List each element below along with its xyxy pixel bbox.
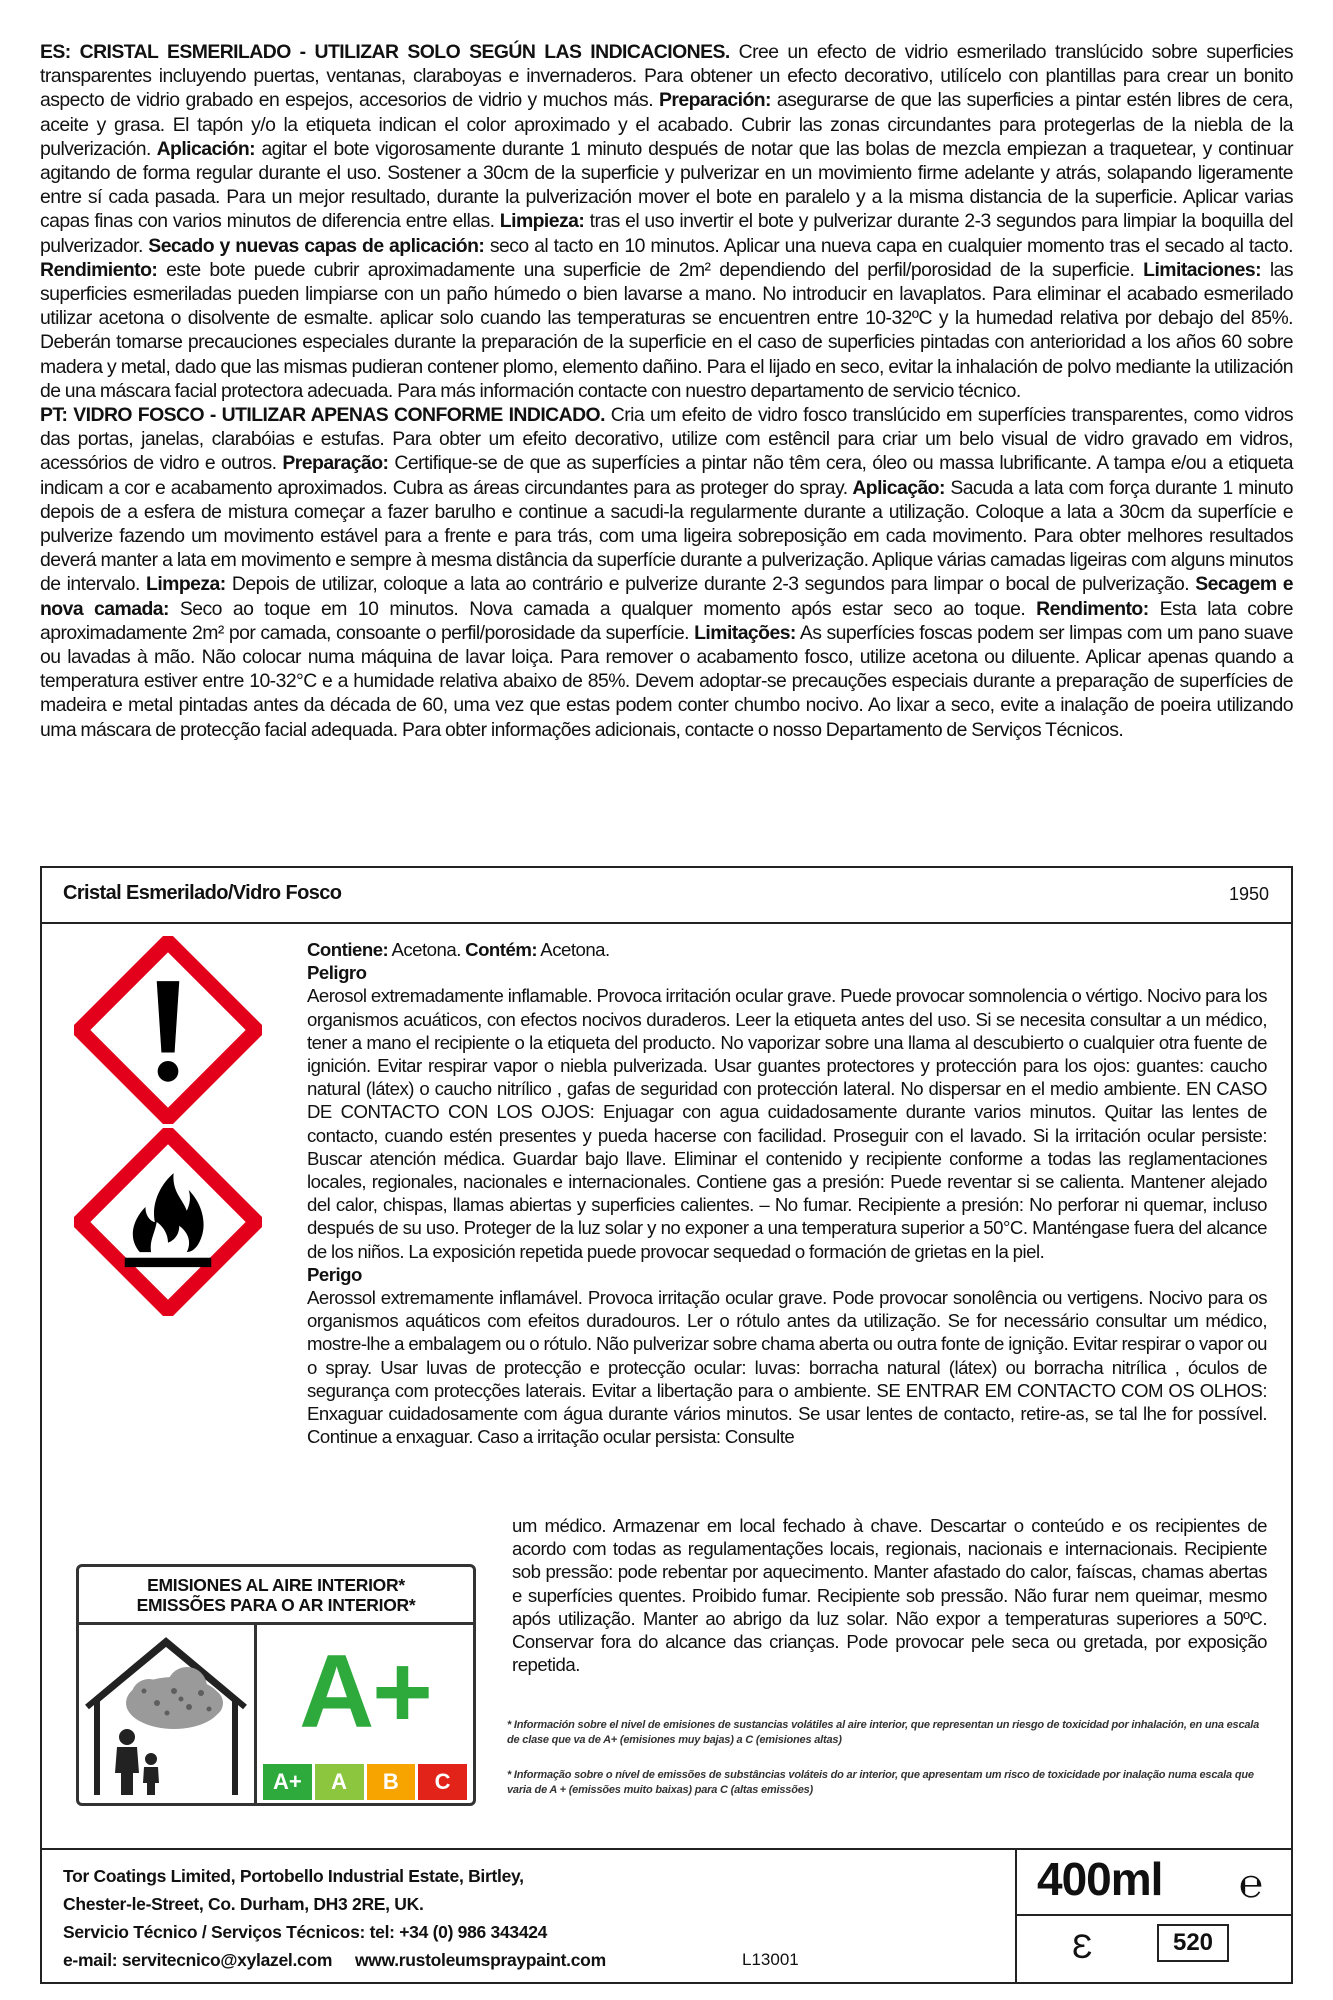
service-phone: Servicio Técnico / Serviços Técnicos: tel: +34 (0) 986 343424 [63,1922,548,1942]
emissions-badge [76,1564,476,1806]
signal-word-es: Peligro [307,962,367,984]
scale-a: A [315,1764,364,1800]
volume-box [1015,1850,1291,1982]
batch-number: 520 [1157,1924,1229,1962]
panel-header [42,868,1291,924]
product-name: Cristal Esmerilado/Vidro Fosco [63,882,342,904]
hazard-text-pt-continued: um médico. Armazenar em local fechado à chave. Descartar o conteúdo e os recipientes de acordo com todas as regulamentações locais, regionais, nacionais e internacionais. Recipiente sob pressão: pode rebentar por aquecimento. Manter afastado do calor, faíscas, chamas abertas e superfícies quentes. Proibido fumar. Recipiente sob pressão. Não furar nem queimar, mesmo após utilização. Manter ao abrigo da luz solar. Não expor a temperaturas superiores a 50ºC. Conservar fora do alcance das crianças. Pode provocar pele seca ou gretada, por exposição repetida. [512,1515,1267,1676]
emissions-note-pt: * Informação sobre o nível de emissões de substâncias voláteis do ar interior, que apresentam um risco de toxicidade por inalação numa escala que varia de A + (emissões muito baixas) para C (altas emissões) [507,1769,1254,1796]
service-email: e-mail: servitecnico@xylazel.com [63,1950,333,1970]
pt-title: PT: VIDRO FOSCO - UTILIZAR APENAS CONFORME INDICADO. [40,404,605,427]
hazard-text-es: Aerosol extremadamente inflamable. Provoca irritación ocular grave. Puede provocar somnolencia o vértigo. Nocivo para los organismos acuáticos, con efectos nocivos duraderos. Leer la etiqueta antes del uso. Si se necesita consultar a un médico, tener a mano el recipiente o la etiqueta del producto. No vaporizar sobre una llama al descubierto o cualquier otra fuente de ignición. Evitar respirar vapor o niebla pulverizada. Usar guantes protectores y protección para los ojos: guantes: caucho natural (látex) o caucho nitrílico , gafas de seguridad con protección lateral. No dispersar en el medio ambiente. EN CASO DE CONTACTO CON LOS OJOS: Enjuagar con agua cuidadosamente durante varios minutos. Quitar las lentes de contacto, cuando estén presentes y pueda hacerse con facilidad. Proseguir con el lavado. Si la irritación ocular persiste: Buscar atención médica. Guardar bajo llave. Eliminar el contenido y recipiente conforme a todas las reglamentaciones locales, regionales, nacionales e internacionales. Contiene gas a presión: Puede reventar si se calienta. Mantener alejado del calor, chispas, llamas abiertas y superficies calientes. – No fumar. Recipiente a presión: No perforar ni quemar, incluso después de su uso. Proteger de la luz solar y no exponer a una temperatura superior a 50°C. Manténgase fuera del alcance de los niños. La exposición repetida puede provocar sequedad o formación de grietas en la piel. [307,985,1267,1262]
family-icon [115,1729,159,1795]
scale-b: B [367,1764,416,1800]
emissions-grade-value: A+ [299,1634,431,1750]
safety-panel [40,866,1293,1984]
house-icon [79,1625,257,1806]
volume: 400ml [1037,1853,1163,1905]
lot-number: L13001 [742,1950,799,1969]
manufacturer-address: Tor Coatings Limited, Portobello Industrial Estate, Birtley, Chester-le-Street, Co. Durham, DH3 2RE, UK. Servicio Técnico / Serviços Técnicos: tel: +34 (0) 986 343424 e-mail: servitecnico@xylazel.com www.rustoleumspraypaint.com [63,1866,606,1970]
signal-word-pt: Perigo [307,1263,362,1285]
hazard-text-pt: Aerossol extremamente inflamável. Provoca irritação ocular grave. Pode provocar sonolência ou vertigens. Nocivo para os organismos aquáticos com efeitos duradouros. Ler o rótulo antes da utilização. Se for necessário consultar um médico, mostre-lhe a embalagem ou o rótulo. Não pulverizar sobre chama aberta ou outra fonte de ignição. Evitar respirar o vapor ou o spray. Usar luvas de protecção e protecção ocular: luvas: borracha natural (látex) ou borracha nitrílica , óculos de segurança com protecções laterais. Evitar a libertação para o ambiente. SE ENTRAR EM CONTACTO COM OS OLHOS: Enxaguar cuidadosamente com água durante vários minutos. Se usar lentes de contacto, retire-as, se tal lhe for possível. Continue a enxaguar. Caso a irritação ocular persista: Consulte [307,1287,1267,1448]
emissions-scale [263,1764,467,1800]
footer [42,1848,1291,1982]
flame-icon [74,1128,262,1316]
website-link: www.rustoleumspraypaint.com [354,1950,606,1970]
reversed-epsilon-icon: Ɛ [1072,1928,1093,1966]
hazard-text: Contiene: Acetona. Contém: Acetona. Peligro Aerosol extremadamente inflamable. Provoca irritación ocular grave. Puede provocar somnolencia o vértigo. Nocivo para los organismos acuáticos, con efectos nocivos duraderos. Leer la etiqueta antes del uso. Si se necesita consultar a un médico, tener a mano el recipiente o la etiqueta del producto. No vaporizar sobre una llama al descubierto o cualquier otra fuente de ignición. Evitar respirar vapor o niebla pulverizada. Usar guantes protectores y protección para los ojos: guantes: caucho natural (látex) o caucho nitrílico , gafas de seguridad con protección lateral. No dispersar en el medio ambiente. EN CASO DE CONTACTO CON LOS OJOS: Enjuagar con agua cuidadosamente durante varios minutos. Quitar las lentes de contacto, cuando estén presentes y pueda hacerse con facilidad. Proseguir con el lavado. Si la irritación ocular persiste: Buscar atención médica. Guardar bajo llave. Eliminar el contenido y recipiente conforme a todas las reglamentaciones locales, regionales, nacionales e internacionales. Contiene gas a presión: Puede reventar si se calienta. Mantener alejado del calor, chispas, llamas abiertas y superficies calientes. – No fumar. Recipiente a presión: No perforar ni quemar, incluso después de su uso. Proteger de la luz solar y no exponer a una temperatura superior a 50°C. Manténgase fuera del alcance de los niños. La exposición repetida puede provocar sequedad o formación de grietas en la piel. Perigo Aerossol extremamente inflamável. Provoca irritação ocular grave. Pode provocar sonolência ou vertigens. Nocivo para os organismos aquáticos com efeitos duradouros. Ler o rótulo antes da utilização. Se for necessário consultar um médico, mostre-lhe a embalagem ou o rótulo. Não pulverizar sobre chama aberta ou outra fonte de ignição. Evitar respirar o vapor ou o spray. Usar luvas de protecção e protecção ocular: luvas: borracha natural (látex) ou borracha nitrílica , óculos de segurança com protecções laterais. Evitar a libertação para o ambiente. SE ENTRAR EM CONTACTO COM OS OLHOS: Enxaguar cuidadosamente com água durante vários minutos. Se usar lentes de contacto, retire-as, se tal lhe for possível. Continue a enxaguar. Caso a irritação ocular persista: Consulte [307,939,1267,1448]
es-title: ES: CRISTAL ESMERILADO - UTILIZAR SOLO SEGÚN LAS INDICACIONES. [40,41,730,63]
exclamation-mark-icon [74,936,262,1124]
emissions-note-es: * Información sobre el nivel de emisiones de sustancias volátiles al aire interior, que representan un riesgo de toxicidad por inhalación, en una escala de clase que va de A+ (emisiones muy bajas) a C (emisiones altas) [507,1719,1260,1746]
scale-c: C [418,1764,467,1800]
emissions-grade [257,1625,473,1806]
product-code: 1950 [1228,884,1269,904]
scale-a-plus: A+ [263,1764,312,1800]
instructions-text: ES: CRISTAL ESMERILADO - UTILIZAR SOLO SEGÚN LAS INDICACIONES. Cree un efecto de vidrio esmerilado translúcido sobre superficies transparentes incluyendo puertas, ventanas, claraboyas e invernaderos. Para obtener un efecto decorativo, utilícelo con plantillas para crear un bonito aspecto de vidrio grabado en espejos, accesorios de vidrio y muchos más. Preparación: asegurarse de que las superficies a pintar estén libres de cera, aceite y grasa. El tapón y/o la etiqueta indican el color aproximado y el acabado. Cubrir las zonas circundantes para protegerlas de la niebla de la pulverización. Aplicación: agitar el bote vigorosamente durante 1 minuto después de notar que las bolas de mezcla empiezan a traquetear, y continuar agitando de forma regular durante el uso. Sostener a 30cm de la superficie y pulverizar en un movimiento firme adelante y atrás, solapando ligeramente entre sí cada pasada. Para un mejor resultado, durante la pulverización mover el bote en paralelo y a la misma distancia de la superficie. Aplicar varias capas finas con varios minutos de diferencia entre ellas. Limpieza: tras el uso invertir el bote y pulverizar durante 2-3 segundos para limpiar la boquilla del pulverizador. Secado y nuevas capas de aplicación: seco al tacto en 10 minutos. Aplicar una nueva capa en cualquier momento tras el secado al tacto. Rendimiento: este bote puede cubrir aproximadamente una superficie de 2m² dependiendo del perfil/porosidad de la superficie. Limitaciones: las superficies esmeriladas pueden limpiarse con un paño húmedo o bien lavarse a mano. No introducir en lavaplatos. Para eliminar el acabado esmerilado utilizar acetona o disolvente de esmalte. aplicar solo cuando las temperaturas se encuentren entre 10-32ºC y la humedad relativa por debajo del 85%. Deberán tomarse precauciones especiales durante la preparación de la superficie en el caso de superficies pintadas con anterioridad a los años 60 sobre madera y metal, dado que las mismas pudieran contener plomo, elemento dañino. Para el lijado en seco, evitar la inhalación de polvo mediante la utilización de una máscara facial protectora adecuada. Para más información contacte con nuestro departamento de servicio técnico. PT: VIDRO FOSCO - UTILIZAR APENAS CONFORME INDICADO. Cria um efeito de vidro fosco translúcido em superfícies transparentes, como vidros das portas, janelas, clarabóias e estufas. Para obter um efeito decorativo, utilize com estêncil para criar um belo visual de vidro gravado em vidros, acessórios de vidro e outros. Preparação: Certifique-se de que as superfícies a pintar não têm cera, óleo ou massa lubrificante. A tampa e/ou a etiqueta indicam a cor e acabamento aproximados. Cubra as áreas circundantes para as proteger do spray. Aplicação: Sacuda a lata com força durante 1 minuto depois de a esfera de mistura começar a fazer barulho e continue a sacudi-la regularmente durante a utilização. Coloque a lata a 30cm da superfície e pulverize fazendo um movimento estável para a frente e para trás, com uma ligeira sobreposição em cada movimento. Para obter melhores resultados deverá manter a lata em movimento e sempre à mesma distância da superfície durante a pulverização. Aplique várias camadas ligeiras com alguns minutos de intervalo. Limpeza: Depois de utilizar, coloque a lata ao contrário e pulverize durante 2-3 segundos para limpar o bocal de pulverização. Secagem e nova camada: Seco ao toque em 10 minutos. Nova camada a qualquer momento após estar seco ao toque. Rendimento: Esta lata cobre aproximadamente 2m² por camada, consoante o perfil/porosidade da superfície. Limitações: As superfícies foscas podem ser limpas com um pano suave ou lavadas à mão. Não colocar numa máquina de lavar loiça. Para remover o acabamento fosco, utilize acetona ou diluente. Aplicar apenas quando a temperatura estiver entre 10-32°C e a humidade relativa abaixo de 85%. Devem adoptar-se precauções especiais durante a preparação de superfícies de madeira e metal pintadas antes da década de 60, uma vez que estas podem conter chumbo nocivo. Ao lixar a seco, evite a inalação de poeira utilizando uma máscara de protecção facial adequada. Para obter informações adicionais, contacte o nosso Departamento de Serviços Técnicos. [40,41,1294,741]
estimated-sign-icon: ℮ [1238,1862,1263,1906]
emissions-title-pt: EMISSÕES PARA O AR INTERIOR* [136,1595,416,1615]
emissions-title-es: EMISIONES AL AIRE INTERIOR* [147,1575,405,1595]
